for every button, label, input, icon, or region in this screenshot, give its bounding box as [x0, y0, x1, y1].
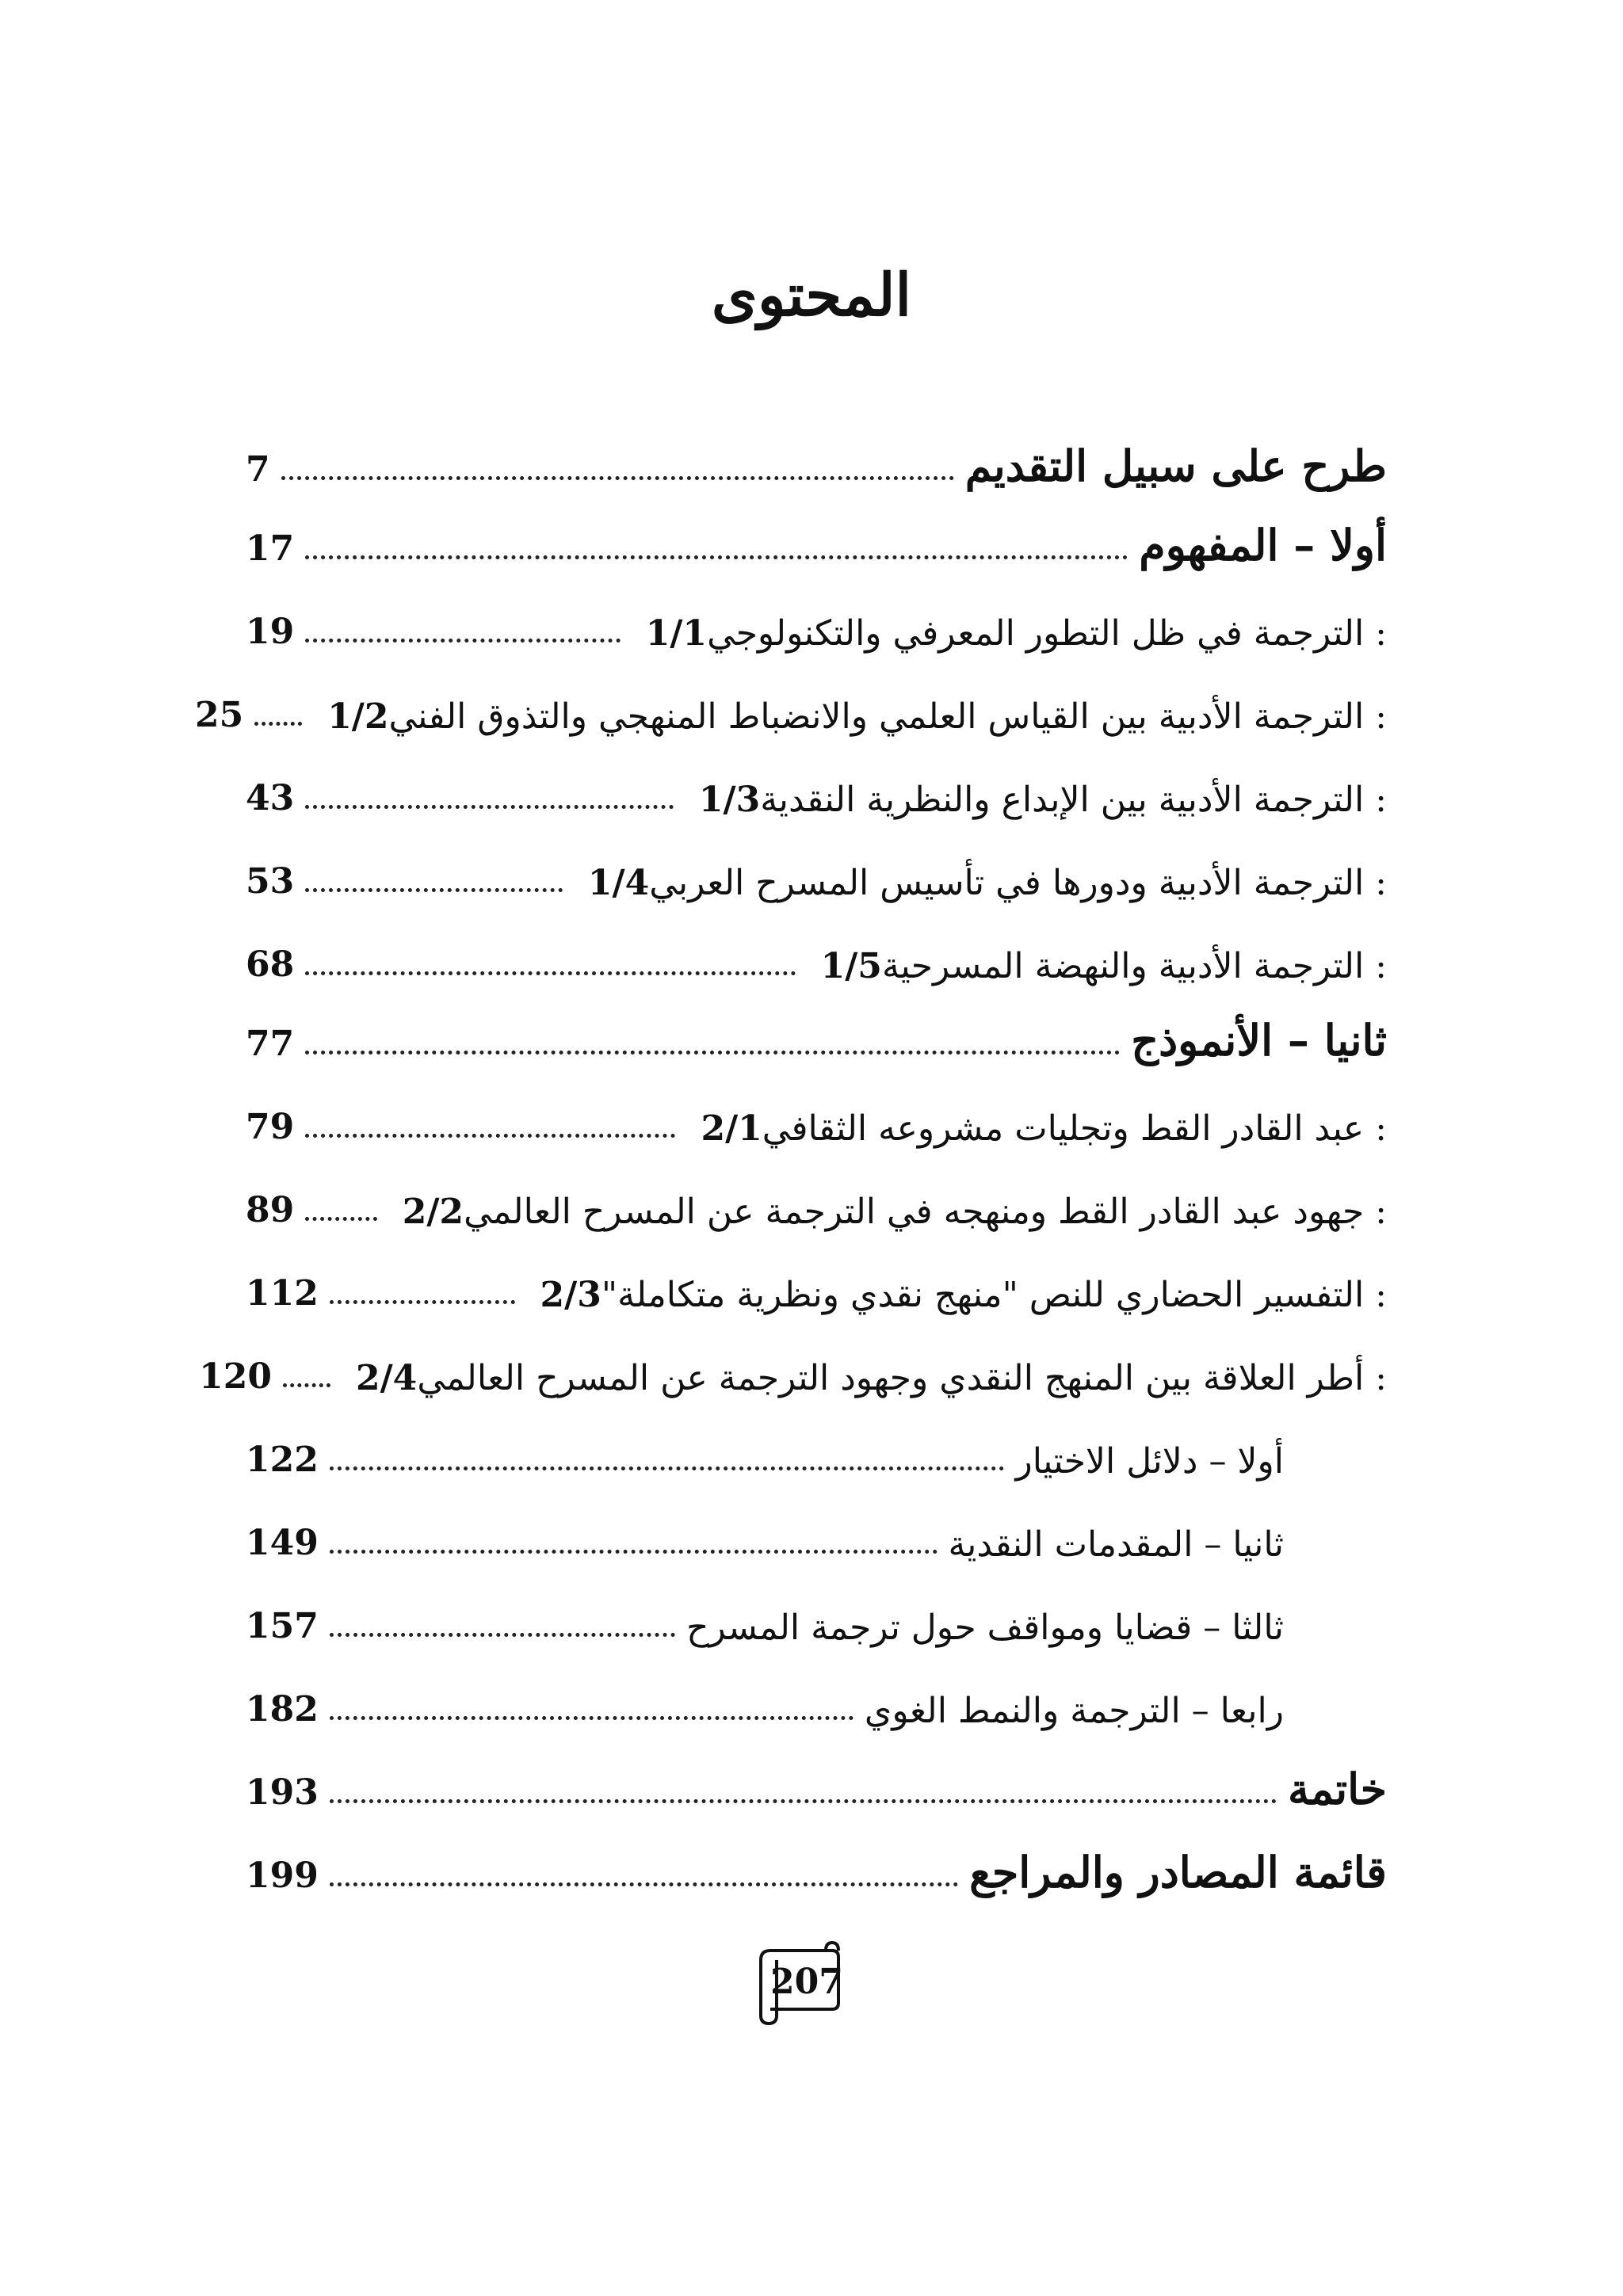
toc-entry	[246, 412, 1387, 491]
toc-entry-label-group	[685, 780, 1387, 820]
toc-section-number: 2/4	[356, 1358, 418, 1398]
toc-entry-label: : الترجمة في ظل التطور المعرفي والتكنولوجي	[707, 613, 1387, 654]
toc-entry	[199, 1319, 1387, 1398]
toc-entry	[246, 1652, 1284, 1731]
toc-entry-label: ثانيا – المقدمات النقدية	[948, 1524, 1284, 1565]
toc-entry-page: 77	[246, 1024, 295, 1064]
toc-entry-label-group	[1139, 520, 1387, 570]
toc-leader-dots	[305, 1134, 675, 1138]
toc-leader-dots	[305, 555, 1128, 559]
toc-entry-label-group	[686, 1108, 1387, 1149]
toc-leader-dots	[330, 1799, 1277, 1803]
toc-entry	[194, 658, 1387, 737]
toc-entry-label: رابعا – الترجمة والنمط الغوي	[864, 1691, 1284, 1731]
toc-entry-label: : الترجمة الأدبية والنهضة المسرحية	[881, 946, 1387, 986]
toc-entry	[246, 491, 1387, 570]
toc-section-number: 2/2	[402, 1192, 464, 1232]
toc-entry-page: 193	[246, 1772, 319, 1813]
table-of-contents	[194, 412, 1387, 1917]
toc-entry-page: 89	[246, 1190, 295, 1230]
toc-entry-label-group	[342, 1358, 1387, 1398]
toc-entry-label: قائمة المصادر والمراجع	[969, 1847, 1387, 1897]
toc-leader-dots	[305, 639, 621, 643]
toc-entry-page: 19	[246, 612, 295, 652]
page-number-scroll	[753, 1939, 848, 2027]
toc-entry-label: : التفسير الحضاري للنص "منهج نقدي ونظرية متكاملة"	[601, 1275, 1387, 1315]
toc-entry-page: 157	[246, 1606, 319, 1646]
toc-entry	[246, 1153, 1387, 1232]
toc-section-number: 1/5	[820, 946, 882, 986]
toc-entry-page: 199	[246, 1855, 319, 1896]
toc-leader-dots	[330, 1882, 958, 1886]
toc-entry-label-group	[949, 1524, 1284, 1565]
toc-entry-label: : الترجمة الأدبية ودورها في تأسيس المسرح العربي	[649, 863, 1387, 903]
toc-entry	[246, 1236, 1387, 1315]
toc-entry-label: : جهود عبد القادر القط ومنهجه في الترجمة عن المسرح العالمي	[464, 1192, 1387, 1232]
toc-leader-dots	[305, 1217, 377, 1221]
toc-entry-page: 53	[246, 861, 295, 902]
toc-entry-label-group	[969, 1847, 1387, 1897]
toc-entry-label: ثالثا – قضايا ومواقف حول ترجمة المسرح	[686, 1608, 1284, 1648]
toc-entry-label-group	[313, 696, 1387, 737]
toc-leader-dots	[330, 1633, 675, 1637]
toc-entry-label-group	[1015, 1441, 1284, 1482]
toc-entry	[246, 574, 1387, 654]
toc-leader-dots	[330, 1300, 515, 1304]
toc-entry-page: 79	[246, 1107, 295, 1147]
toc-entry-label-group	[388, 1192, 1387, 1232]
toc-entry-label: : أطر العلاقة بين المنهج النقدي وجهود الترجمة عن المسرح العالمي	[417, 1358, 1387, 1398]
toc-leader-dots	[281, 476, 954, 480]
toc-entry-page: 7	[246, 449, 270, 490]
toc-entry	[246, 1402, 1284, 1482]
toc-entry-label-group	[1288, 1764, 1387, 1814]
toc-entry	[246, 1818, 1387, 1897]
toc-leader-dots	[305, 888, 563, 892]
toc-entry-label: أولا – المفهوم	[1139, 520, 1387, 570]
toc-entry-label-group	[807, 946, 1387, 986]
page-title: المحتوى	[711, 261, 912, 330]
toc-entry-label-group	[526, 1275, 1387, 1315]
toc-entry-page: 182	[246, 1689, 319, 1730]
toc-leader-dots	[283, 1383, 330, 1387]
toc-entry	[246, 1735, 1387, 1814]
toc-entry-label: : عبد القادر القط وتجليات مشروعه الثقافي	[762, 1108, 1387, 1149]
toc-leader-dots	[254, 722, 302, 726]
toc-entry-label-group	[865, 1691, 1284, 1731]
toc-entry-page: 149	[246, 1523, 319, 1563]
toc-entry-label: : الترجمة الأدبية بين القياس العلمي والانضباط المنهجي والتذوق الفني	[388, 696, 1387, 737]
toc-entry	[246, 1569, 1284, 1648]
toc-entry-page: 17	[246, 528, 295, 569]
toc-entry-page: 43	[246, 778, 295, 818]
toc-entry-page: 112	[246, 1273, 319, 1314]
toc-section-number: 1/3	[698, 780, 761, 820]
toc-leader-dots	[305, 971, 795, 975]
toc-entry	[246, 741, 1387, 820]
toc-entry-page: 120	[199, 1356, 272, 1397]
toc-leader-dots	[305, 805, 674, 809]
toc-leader-dots	[305, 1051, 1120, 1055]
toc-leader-dots	[330, 1466, 1005, 1470]
toc-section-number: 1/2	[327, 696, 389, 737]
toc-entry-label-group	[632, 613, 1387, 654]
page-number: 207	[770, 1962, 843, 2002]
toc-section-number: 2/1	[701, 1108, 762, 1149]
toc-entry-label-group	[1131, 1015, 1387, 1066]
toc-entry-page: 122	[246, 1440, 319, 1480]
toc-entry-page: 68	[246, 944, 295, 985]
toc-entry-label-group	[965, 441, 1387, 491]
toc-entry	[246, 824, 1387, 903]
toc-entry-label-group	[574, 863, 1387, 903]
toc-entry-label: : الترجمة الأدبية بين الإبداع والنظرية النقدية	[760, 780, 1387, 820]
toc-entry-label-group	[686, 1608, 1284, 1648]
toc-entry	[246, 907, 1387, 986]
toc-section-number: 2/3	[540, 1275, 601, 1315]
toc-entry	[246, 1070, 1387, 1149]
toc-section-number: 1/4	[587, 863, 650, 903]
toc-leader-dots	[330, 1716, 854, 1720]
toc-section-number: 1/1	[645, 613, 708, 654]
toc-entry	[246, 986, 1387, 1066]
toc-entry-label: طرح على سبيل التقديم	[964, 441, 1387, 491]
toc-entry-label: أولا – دلائل الاختيار	[1015, 1441, 1284, 1482]
toc-leader-dots	[330, 1550, 938, 1554]
toc-entry	[246, 1486, 1284, 1565]
toc-entry-page: 25	[194, 695, 244, 735]
toc-entry-label: خاتمة	[1287, 1764, 1387, 1814]
toc-entry-label: ثانيا – الأنموذج	[1131, 1015, 1387, 1066]
